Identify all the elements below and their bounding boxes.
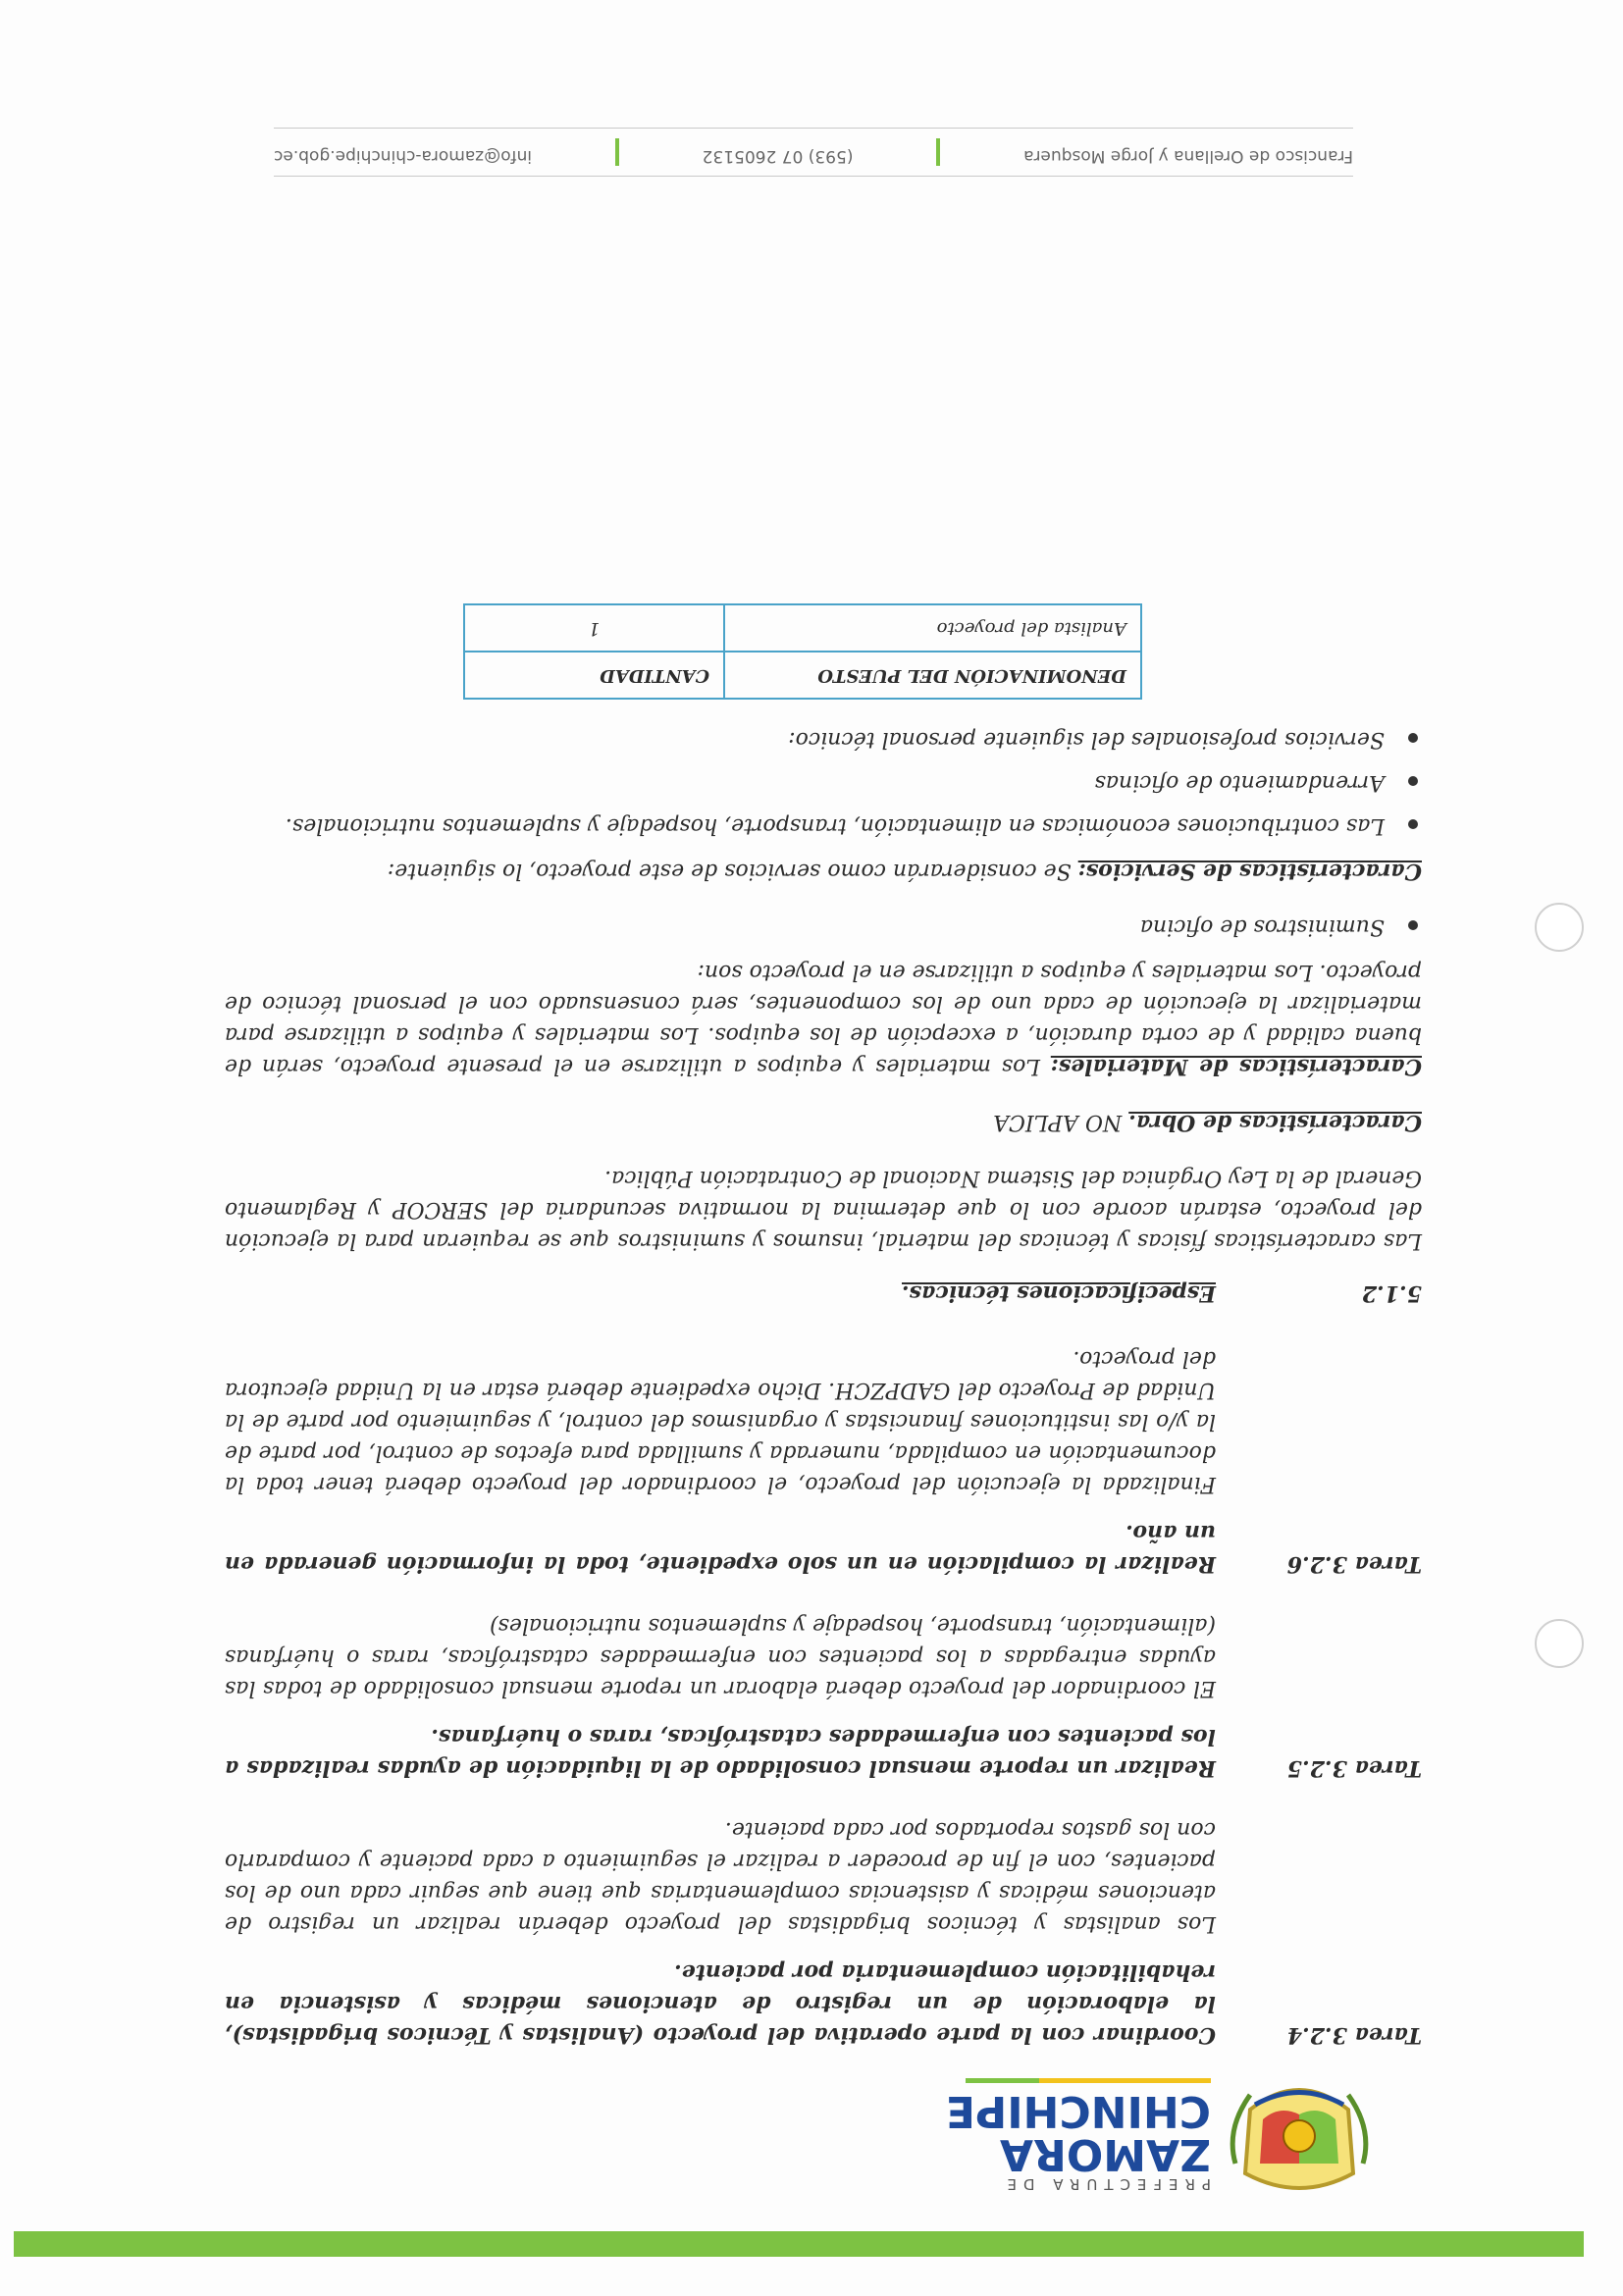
task-number: Tarea 3.2.6 (1286, 1551, 1422, 1577)
task-number: Tarea 3.2.5 (1286, 1755, 1422, 1781)
section-number: 5.1.2 (1361, 1280, 1422, 1306)
page-footer (274, 128, 1353, 177)
task-title: Coordinar con la parte operativa del proyecto (Analistas y Técnicos brigadistas), la elaboración de un registro de atenciones médicas y asistencia en rehabilitación complementaria por paciente. (225, 1959, 1216, 2048)
punch-hole (1535, 1619, 1584, 1668)
task-description: El coordinador del proyecto deberá elaborar un reporte mensual consolidado de todas las ayudas entregadas a los pacientes con enfermedades catastróficas, raras o huérfanas (alimentación, transporte, hospedaje y suplementos nutricionales) (225, 1613, 1216, 1700)
table-header-count: CANTIDAD (464, 652, 724, 699)
servicios-list (225, 723, 1422, 841)
section-intro: Las características físicas y técnicas del material, insumos y suministros que se requieran para la ejecución del proyecto, estarán acorde con lo que determina la normativa secundaria del SERCOP y Reglamento General de la Ley Orgánica del Sistema Nacional de Contratación Pública. (225, 1166, 1422, 1253)
materiales-label: Características de Materiales: (1050, 1054, 1422, 1079)
logo-small-text: PREFECTURA DE (1000, 2175, 1211, 2193)
list-item: Arrendamiento de oficinas (225, 766, 1422, 798)
logo-underline (966, 2078, 1211, 2083)
punch-hole (1535, 903, 1584, 952)
footer-separator (615, 138, 619, 166)
task-description: Los analistas y técnicos brigadistas del proyecto deberán realizar un registro de atenciones médicas y asistencias complementarias que tiene que seguir cada uno de los pacientes, con el fin de proceder a realizar el seguimiento a cada paciente y compararlo con los gastos reportados por cada paciente. (225, 1817, 1216, 1936)
servicios-text: Se considerarán como servicios de este proyecto, lo siguiente: (387, 859, 1072, 883)
task-block (225, 1609, 1422, 1784)
header-accent-bar (14, 2231, 1584, 2257)
staff-table (463, 603, 1142, 700)
coat-of-arms-icon (1226, 2070, 1373, 2203)
table-row (464, 604, 1141, 652)
task-title: Realizar un reporte mensual consolidado de la liquidación de ayudas realizadas a los pacientes con enfermedades catastróficas, raras o huérfanas. (225, 1724, 1216, 1781)
table-cell-position: Analista del proyecto (724, 604, 1141, 652)
materiales-paragraph (225, 956, 1422, 1082)
logo-line2: CHINCHIPE (945, 2086, 1211, 2136)
servicios-paragraph (225, 855, 1422, 887)
materiales-list (225, 911, 1422, 942)
list-item: Suministros de oficina (225, 911, 1422, 942)
task-block (225, 1342, 1422, 1580)
footer-email: info@zamora-chinchipe.gob.ec (274, 146, 533, 166)
section-heading (225, 1278, 1422, 1309)
obra-paragraph (225, 1106, 1422, 1138)
task-number: Tarea 3.2.4 (1286, 2022, 1422, 2048)
logo-line1: ZAMORA (999, 2129, 1211, 2179)
servicios-label: Características de Servicios: (1077, 859, 1422, 884)
task-block (225, 1813, 1422, 2051)
prefectura-logo (921, 2070, 1373, 2203)
section-title: Especificaciones técnicas. (902, 1280, 1216, 1306)
document-body (225, 603, 1422, 2051)
obra-label: Características de Obra. (1128, 1110, 1422, 1135)
table-header-row (464, 652, 1141, 699)
materiales-text: Los materiales y equipos a utilizarse en el presente proyecto, serán de buena calidad y de corta duración, a excepción de los equipos. Los materiales y equipos a utilizarse para materializar la ejecución de cada uno de los componentes, será consensuado con el personal técnico de proyecto. Los materiales y equipos a utilizarse en el proyecto son: (225, 960, 1422, 1078)
task-description: Finalizada la ejecución del proyecto, el coordinador del proyecto deberá tener toda la documentación en compilada, numerada y sumillada para efectos de control, por parte de la y/o las instituciones financistas y organismos del control, y seguimiento por parte de la Unidad de Proyecto del GADPZCH. Dicho expediente deberá estar en la Unidad ejecutora del proyecto. (225, 1346, 1216, 1496)
task-title: Realizar la compilación en un solo expediente, toda la información generada en un año. (225, 1520, 1216, 1577)
obra-text: NO APLICA (993, 1110, 1123, 1134)
table-header-position: DENOMINACIÓN DEL PUESTO (724, 652, 1141, 699)
list-item: Servicios profesionales del siguiente personal técnico: (225, 723, 1422, 755)
footer-separator (936, 138, 940, 166)
list-item: Las contribuciones económicas en alimentación, transporte, hospedaje y suplementos nutricionales. (225, 809, 1422, 841)
footer-phone: (593) 07 2605132 (702, 146, 854, 166)
table-cell-count: 1 (464, 604, 724, 652)
footer-address: Francisco de Orellana y Jorge Mosquera (1023, 146, 1353, 166)
